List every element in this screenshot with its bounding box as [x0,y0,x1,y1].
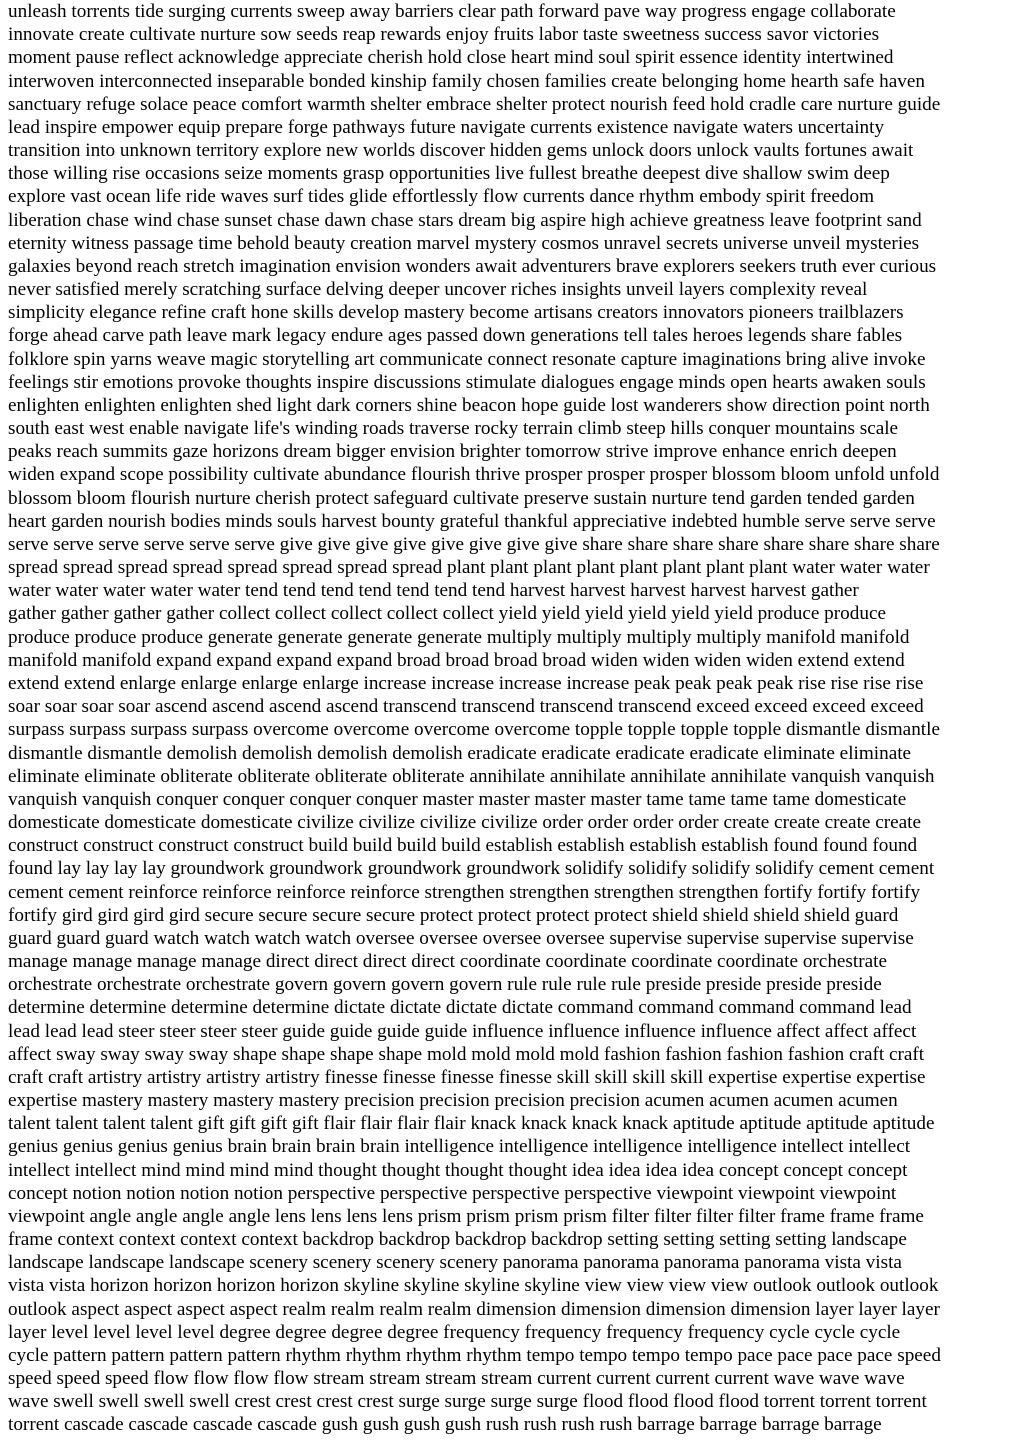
text-line: lead lead lead steer steer steer steer guide guide guide guide influence influence influence influence affect affect affect [8,1020,917,1042]
text-line: expertise mastery mastery mastery mastery precision precision precision precision acumen acumen acumen acumen [8,1090,898,1112]
text-line: unleash torrents tide surging currents sweep away barriers clear path forward pave way progress engage collaborate [8,1,896,22]
text-line: innovate create cultivate nurture sow seeds reap rewards enjoy fruits labor taste sweetness success savor victories [8,24,880,46]
text-line: explore vast ocean life ride waves surf tides glide effortlessly flow currents dance rhythm embody spirit freedom [8,186,875,208]
text-line: manage manage manage manage direct direct direct direct coordinate coordinate coordinate coordinate orchestrate [8,951,887,973]
text-line: serve serve serve serve serve serve give give give give give give give give share share share share share share share share [8,533,940,555]
text-line: those willing rise occasions seize moments grasp opportunities live fullest breathe deepest dive shallow swim deep [8,163,890,185]
text-line: wave swell swell swell swell crest crest crest crest surge surge surge surge flood flood flood flood torrent torrent torrent [8,1391,927,1413]
text-line: construct construct construct construct build build build build establish establish establish establish found found found [8,835,918,857]
text-line: fortify gird gird gird gird secure secure secure secure protect protect protect protect shield shield shield shield guard [8,904,899,926]
text-line: transition into unknown territory explore new worlds discover hidden gems unlock doors unlock vaults fortunes await [8,140,914,162]
text-line: water water water water water tend tend tend tend tend tend tend harvest harvest harvest harvest harvest gather [8,580,859,602]
text-line: feelings stir emotions provoke thoughts inspire discussions stimulate dialogues engage minds open hearts awaken souls [8,371,926,393]
text-line: vista vista horizon horizon horizon horizon skyline skyline skyline skyline view view view view outlook outlook outlook [8,1275,939,1297]
text-line: vanquish vanquish conquer conquer conquer conquer master master master master tame tame tame tame domesticate [8,788,907,810]
text-line: orchestrate orchestrate orchestrate govern govern govern govern rule rule rule rule preside preside preside preside [8,974,882,996]
text-line: cycle pattern pattern pattern pattern rhythm rhythm rhythm rhythm tempo tempo tempo tempo pace pace pace pace speed [8,1344,941,1366]
text-line: outlook aspect aspect aspect aspect realm realm realm realm dimension dimension dimension dimension layer layer layer [8,1298,940,1320]
text-line: produce produce produce generate generate generate generate multiply multiply multiply multiply manifold manifold [8,626,910,648]
text-line: liberation chase wind chase sunset chase dawn chase stars dream big aspire high achieve greatness leave footprint sand [8,209,922,231]
text-line: interwoven interconnected inseparable bonded kinship family chosen families create belonging home hearth safe haven [8,70,925,92]
text-line: simplicity elegance refine craft hone skills develop mastery become artisans creators innovators pioneers trailblazers [8,302,904,324]
text-line: determine determine determine determine dictate dictate dictate dictate command command command command lead [8,997,912,1019]
text-line: peaks reach summits gaze horizons dream bigger envision brighter tomorrow strive improve enhance enrich deepen [8,441,897,463]
text-line: guard guard guard watch watch watch watch oversee oversee oversee oversee supervise supervise supervise supervise [8,927,914,949]
text-line: sanctuary refuge solace peace comfort warmth shelter embrace shelter protect nourish feed hold cradle care nurture guide [8,93,941,115]
text-line: frame context context context context backdrop backdrop backdrop backdrop setting setting setting setting landscape [8,1229,907,1251]
text-line: cement cement reinforce reinforce reinforce reinforce strengthen strengthen strengthen strengthen fortify fortify fortify [8,881,921,903]
text-line: surpass surpass surpass surpass overcome overcome overcome overcome topple topple topple topple dismantle dismantle [8,719,940,741]
text-line: eternity witness passage time behold beauty creation marvel mystery cosmos unravel secrets universe unveil mysteries [8,232,920,254]
text-line: blossom bloom flourish nurture cherish protect safeguard cultivate preserve sustain nurture tend garden tended garden [8,487,915,509]
text-line: extend extend enlarge enlarge enlarge enlarge increase increase increase increase peak peak peak peak rise rise rise rise [8,672,924,694]
text-line: torrent cascade cascade cascade cascade gush gush gush gush rush rush rush rush barrage barrage barrage barrage [8,1414,882,1436]
text-line: moment pause reflect acknowledge appreciate cherish hold close heart mind soul spirit essence identity intertwined [8,47,894,69]
text-line: enlighten enlighten enlighten shed light dark corners shine beacon hope guide lost wanderers show direction point north [8,394,930,416]
text-line: dismantle dismantle demolish demolish demolish demolish eradicate eradicate eradicate eradicate eliminate eliminate [8,742,912,764]
text-line: never satisfied merely scratching surface delving deeper uncover riches insights unveil layers complexity reveal [8,279,868,301]
text-line: concept notion notion notion notion perspective perspective perspective perspective viewpoint viewpoint viewpoint [8,1182,897,1204]
text-line: galaxies beyond reach stretch imagination envision wonders await adventurers brave explorers seekers truth ever curious [8,255,937,277]
text-line: found lay lay lay lay groundwork groundwork groundwork groundwork solidify solidify solidify solidify cement cement [8,858,935,880]
text-line: south east west enable navigate life's winding roads traverse rocky terrain climb steep hills conquer mountains scale [8,418,899,440]
text-line: intellect intellect mind mind mind mind thought thought thought thought idea idea idea idea concept concept concept [8,1159,908,1181]
text-line: affect sway sway sway sway shape shape shape shape mold mold mold mold fashion fashion fashion fashion craft craft [8,1043,925,1065]
text-line: manifold manifold expand expand expand expand broad broad broad broad widen widen widen widen extend extend [8,649,905,671]
text-line: craft craft artistry artistry artistry artistry finesse finesse finesse finesse skill skill skill skill expertise expertise expertise [8,1066,926,1088]
text-line: lead inspire empower equip prepare forge pathways future navigate currents existence navigate waters uncertainty [8,116,885,138]
text-line: widen expand scope possibility cultivate abundance flourish thrive prosper prosper prosper blossom bloom unfold unfold [8,464,940,486]
text-line: talent talent talent talent gift gift gift gift flair flair flair flair knack knack knack knack aptitude aptitude aptitude aptitude [8,1113,935,1135]
text-line: domesticate domesticate domesticate civilize civilize civilize civilize order order order order create create create create [8,812,922,834]
text-line: genius genius genius genius brain brain brain brain intelligence intelligence intelligence intelligence intellect intellect [8,1136,911,1158]
text-line: forge ahead carve path leave mark legacy endure ages passed down generations tell tales heroes legends share fables [8,325,903,347]
text-line: soar soar soar soar ascend ascend ascend ascend transcend transcend transcend transcend exceed exceed exceed exceed [8,696,924,718]
text-line: viewpoint angle angle angle angle lens lens lens lens prism prism prism prism filter filter filter filter frame frame frame [8,1205,924,1227]
text-line: eliminate eliminate obliterate obliterate obliterate obliterate annihilate annihilate annihilate annihilate vanquish vanquish [8,765,935,787]
text-line: speed speed speed flow flow flow flow stream stream stream stream current current current current wave wave wave [8,1368,905,1390]
text-line: heart garden nourish bodies minds souls harvest bounty grateful thankful appreciative indebted humble serve serve serve [8,510,936,532]
text-line: landscape landscape landscape scenery scenery scenery scenery panorama panorama panorama panorama vista vista [8,1252,902,1274]
text-line: folklore spin yarns weave magic storytelling art communicate connect resonate capture imaginations bring alive invoke [8,348,926,370]
text-line: gather gather gather gather collect collect collect collect collect yield yield yield yield yield yield produce produce [8,603,886,625]
text-line: spread spread spread spread spread spread spread spread plant plant plant plant plant plant plant plant water water water [8,557,930,579]
text-line: layer level level level level degree degree degree degree frequency frequency frequency frequency cycle cycle cycle [8,1321,901,1343]
